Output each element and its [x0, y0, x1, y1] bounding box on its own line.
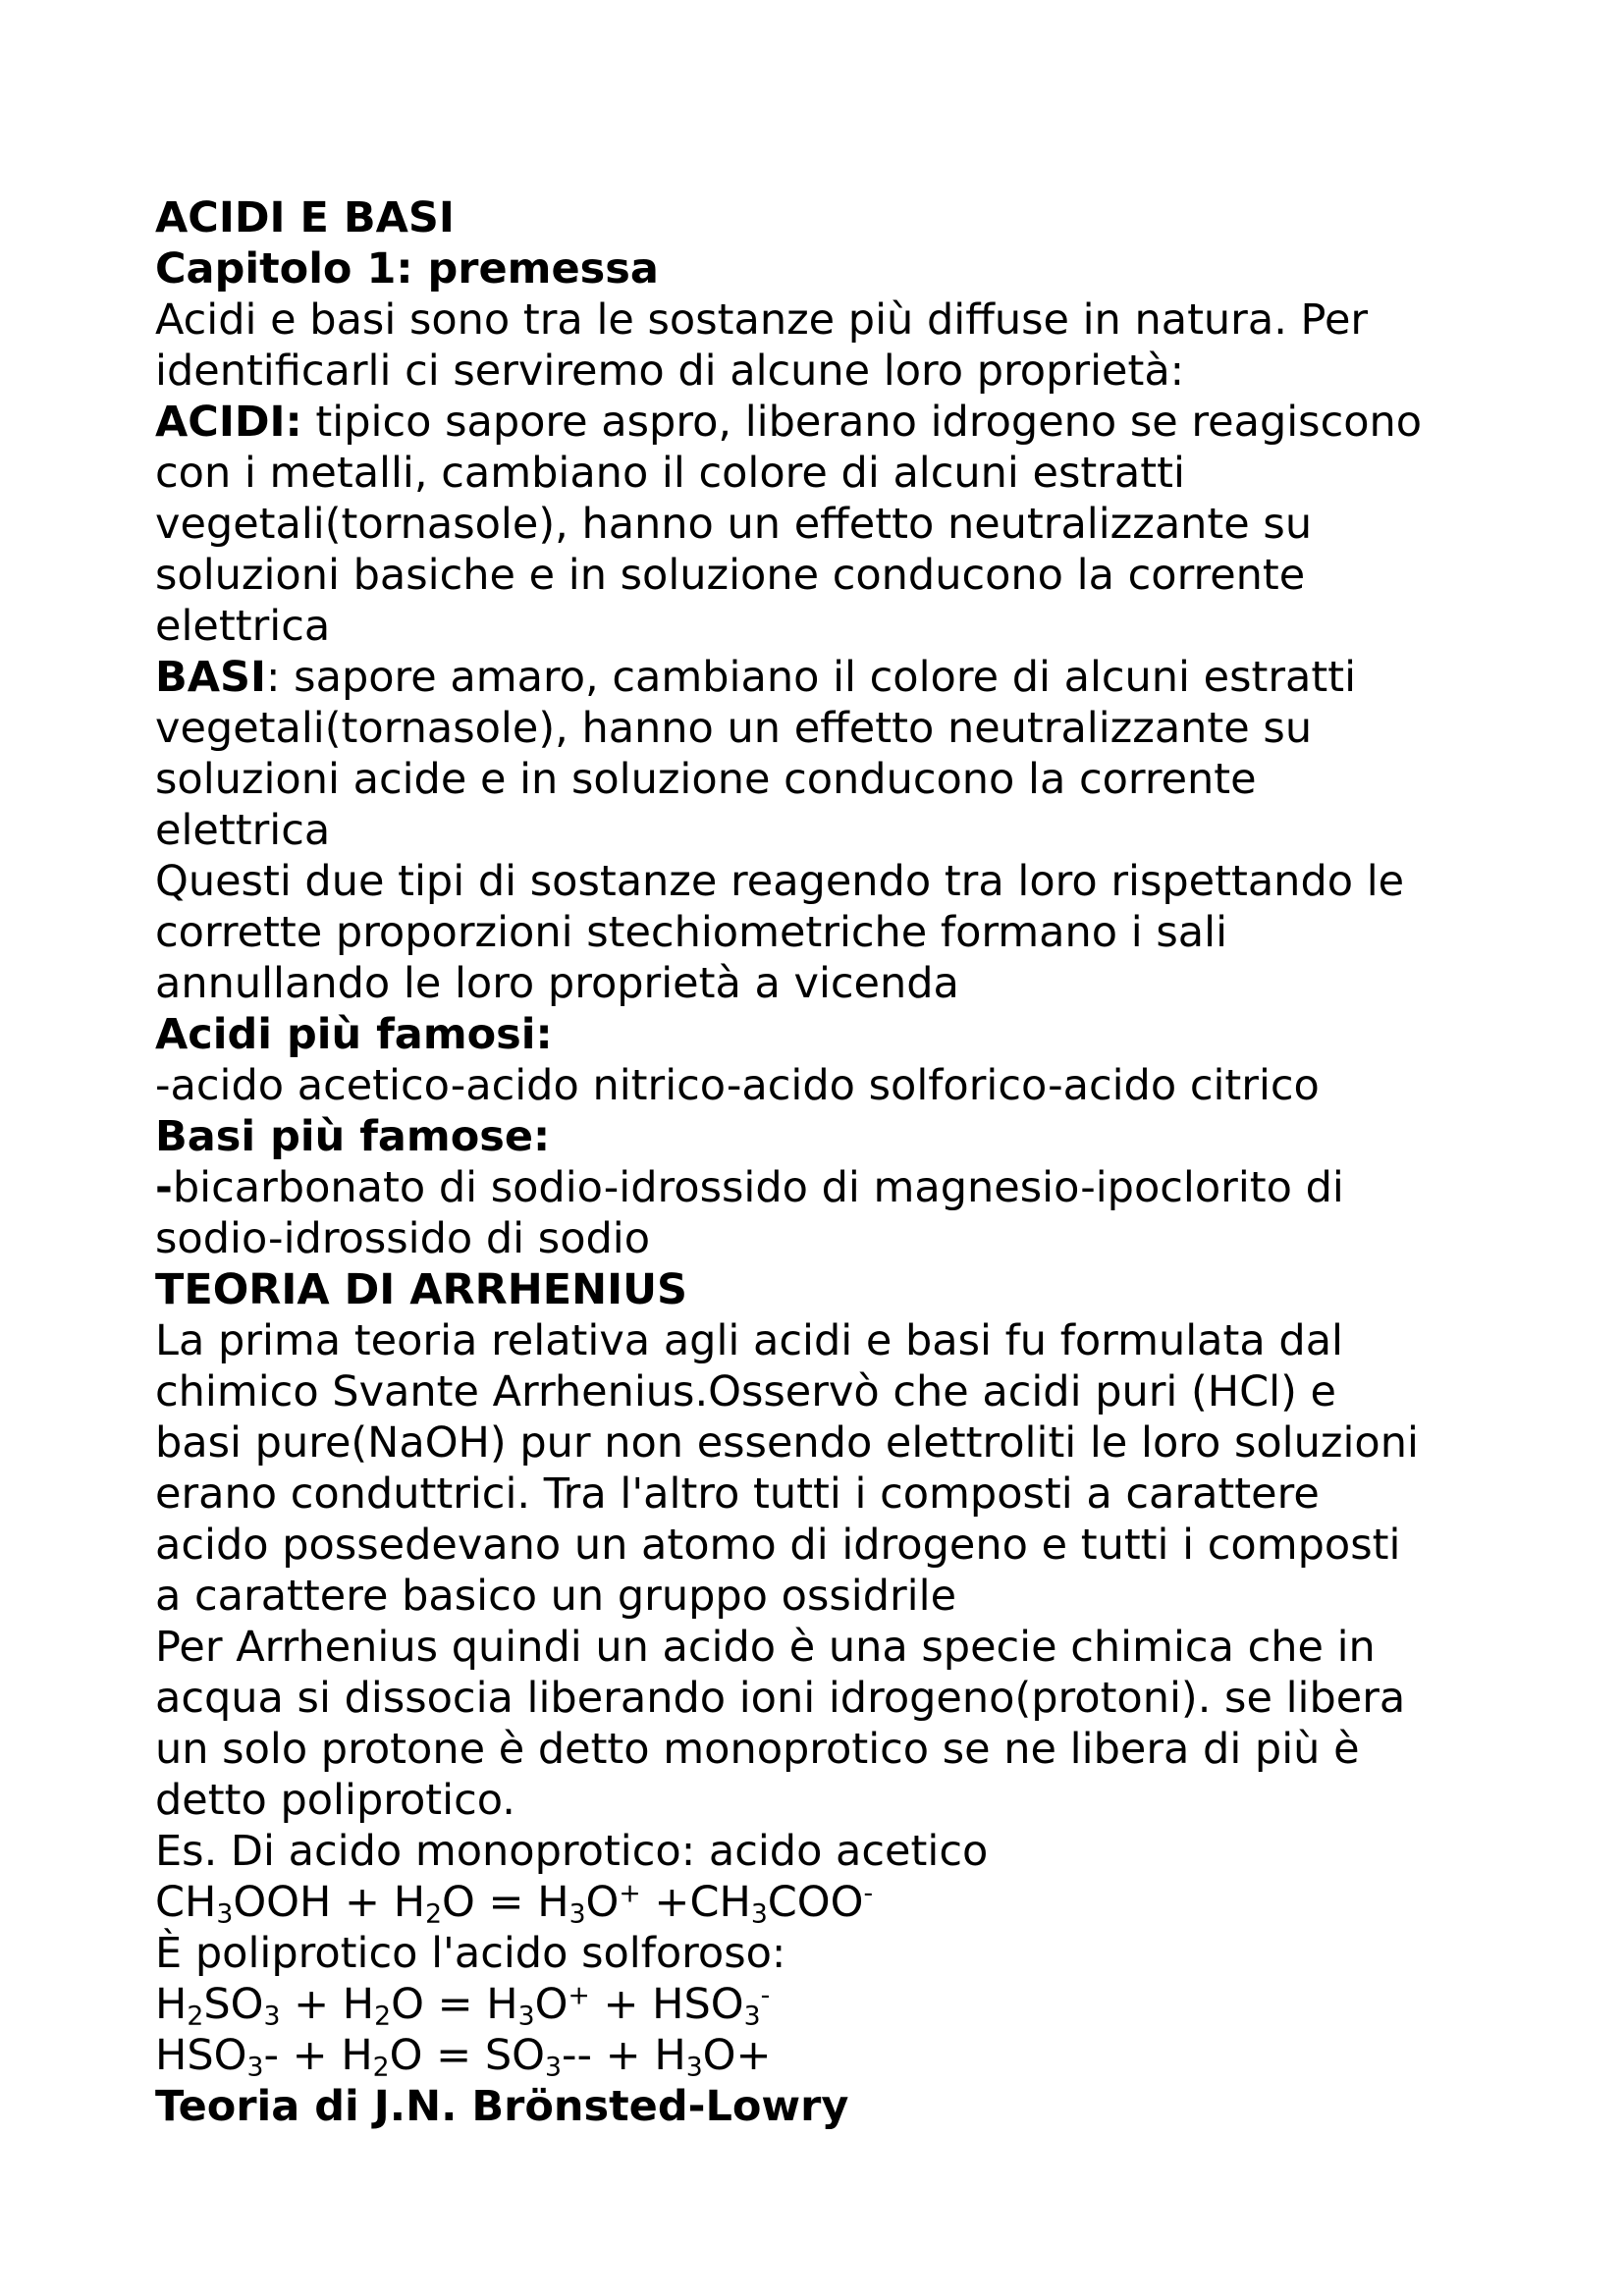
basi-famose-dash: -	[155, 1163, 173, 1212]
eq-subscript: 3	[545, 2052, 562, 2083]
arrhenius-line: detto poliprotico.	[155, 1776, 515, 1825]
document-title: ACIDI E BASI	[155, 193, 455, 242]
eq-superscript: +	[619, 1878, 641, 1909]
salts-line: annullando le loro proprietà a vicenda	[155, 959, 959, 1008]
eq-text: O	[585, 1878, 620, 1927]
eq-superscript: +	[568, 1980, 590, 2011]
basi-famose-text: bicarbonato di sodio-idrossido di magnesio-ipoclorito di	[172, 1163, 1344, 1212]
eq-subscript: 3	[246, 2052, 264, 2083]
equation-sulfurous-2	[155, 2030, 1530, 2081]
arrhenius-line: acqua si dissocia liberando ioni idrogeno(protoni). se libera	[155, 1674, 1406, 1723]
arrhenius-line: basi pure(NaOH) pur non essendo elettroliti le loro soluzioni	[155, 1418, 1419, 1468]
eq-text: +CH	[640, 1878, 751, 1927]
arrhenius-heading: TEORIA DI ARRHENIUS	[155, 1265, 688, 1314]
eq-text: OOH + H	[233, 1878, 426, 1927]
acidi-line: elettrica	[155, 602, 331, 651]
eq-text: + HSO	[589, 1980, 744, 2029]
basi-famose-list	[155, 1162, 1530, 1213]
arrhenius-line: La prima teoria relativa agli acidi e basi fu formulata dal	[155, 1316, 1344, 1365]
arrhenius-line: erano conduttrici. Tra l'altro tutti i composti a carattere	[155, 1469, 1320, 1519]
basi-line: soluzioni acide e in soluzione conducono la corrente	[155, 755, 1257, 804]
basi-famose-list-cont: sodio-idrossido di sodio	[155, 1214, 651, 1263]
acidi-famosi-heading: Acidi più famosi:	[155, 1010, 553, 1059]
eq-subscript: 3	[750, 1898, 768, 1930]
eq-subscript: 2	[374, 2001, 392, 2032]
acidi-line: con i metalli, cambiano il colore di alcuni estratti	[155, 449, 1185, 498]
salts-line: corrette proporzioni stechiometriche formano i sali	[155, 908, 1228, 957]
eq-subscript: 3	[685, 2052, 703, 2083]
equation-sulfurous-1	[155, 1979, 1530, 2030]
arrhenius-line: un solo protone è detto monoprotico se ne libera di più è	[155, 1725, 1360, 1774]
acidi-line: soluzioni basiche e in soluzione conducono la corrente	[155, 551, 1306, 600]
eq-text: O = H	[391, 1980, 518, 2029]
basi-line: vegetali(tornasole), hanno un effetto neutralizzante su	[155, 704, 1313, 753]
eq-text: H	[155, 1980, 188, 2029]
basi-famose-heading: Basi più famose:	[155, 1112, 551, 1161]
eq-text: O = SO	[389, 2031, 545, 2080]
intro-line: Acidi e basi sono tra le sostanze più diffuse in natura. Per	[155, 295, 1369, 345]
eq-text: O+	[702, 2031, 772, 2080]
basi-line: elettrica	[155, 806, 331, 855]
example-monoprotic: Es. Di acido monoprotico: acido acetico	[155, 1827, 989, 1876]
eq-subscript: 3	[743, 2001, 761, 2032]
arrhenius-line: chimico Svante Arrhenius.Osservò che acidi puri (HCl) e	[155, 1367, 1337, 1416]
eq-subscript: 3	[568, 1898, 586, 1930]
eq-text: O = H	[442, 1878, 569, 1927]
acidi-label: ACIDI:	[155, 398, 302, 447]
eq-text: CH	[155, 1878, 217, 1927]
eq-text: O	[534, 1980, 568, 2029]
acidi-famosi-list: -acido acetico-acido nitrico-acido solforico-acido citrico	[155, 1061, 1320, 1110]
equation-acetic	[155, 1877, 1530, 1928]
eq-text: - + H	[263, 2031, 373, 2080]
eq-subscript: 3	[263, 2001, 281, 2032]
eq-text: HSO	[155, 2031, 247, 2080]
eq-superscript: -	[760, 1980, 771, 2011]
acidi-text: tipico sapore aspro, liberano idrogeno se reagiscono	[301, 398, 1423, 447]
bronsted-heading: Teoria di J.N. Brönsted-Lowry	[155, 2082, 849, 2131]
acidi-line: vegetali(tornasole), hanno un effetto neutralizzante su	[155, 500, 1313, 549]
eq-text: COO	[767, 1878, 864, 1927]
eq-subscript: 3	[216, 1898, 234, 1930]
basi-text: : sapore amaro, cambiano il colore di alcuni estratti	[266, 653, 1357, 702]
eq-text: -- + H	[561, 2031, 686, 2080]
eq-subscript: 2	[187, 2001, 204, 2032]
basi-definition	[155, 652, 1530, 703]
salts-line: Questi due tipi di sostanze reagendo tra loro rispettando le	[155, 857, 1405, 906]
eq-subscript: 3	[517, 2001, 535, 2032]
intro-line: identificarli ci serviremo di alcune loro proprietà:	[155, 347, 1185, 396]
chapter-heading: Capitolo 1: premessa	[155, 244, 659, 294]
acidi-definition	[155, 397, 1530, 448]
arrhenius-line: acido possedevano un atomo di idrogeno e tutti i composti	[155, 1521, 1401, 1570]
arrhenius-line: a carattere basico un gruppo ossidrile	[155, 1572, 957, 1621]
eq-text: SO	[203, 1980, 264, 2029]
eq-subscript: 2	[372, 2052, 390, 2083]
eq-subscript: 2	[425, 1898, 443, 1930]
eq-superscript: -	[863, 1878, 874, 1909]
document-page	[155, 192, 1530, 2132]
basi-label: BASI	[155, 653, 267, 702]
eq-text: + H	[280, 1980, 375, 2029]
arrhenius-line: Per Arrhenius quindi un acido è una specie chimica che in	[155, 1623, 1376, 1672]
example-polyprotic: È poliprotico l'acido solforoso:	[155, 1929, 786, 1978]
